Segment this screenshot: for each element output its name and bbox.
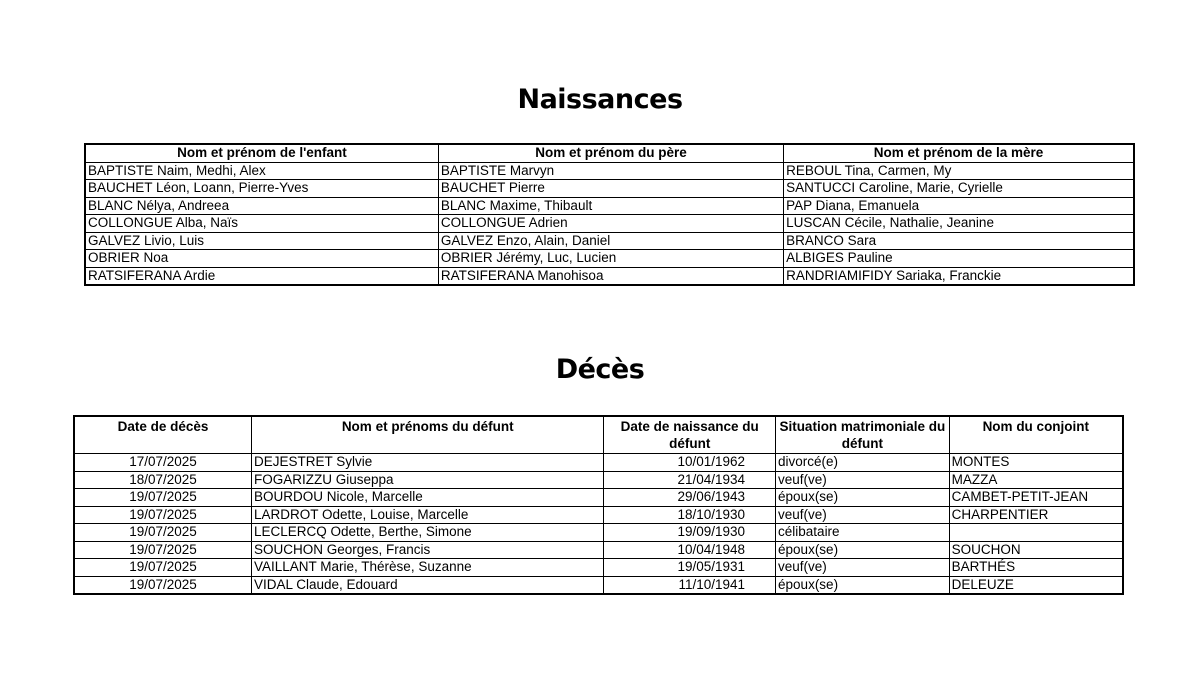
mere-cell: SANTUCCI Caroline, Marie, Cyrielle bbox=[784, 180, 1134, 198]
table-row bbox=[74, 576, 1123, 594]
pere-cell: GALVEZ Enzo, Alain, Daniel bbox=[438, 232, 783, 250]
table-row bbox=[74, 489, 1123, 507]
conjoint-cell: CAMBET-PETIT-JEAN bbox=[949, 489, 1123, 507]
situation-cell: veuf(ve) bbox=[776, 506, 950, 524]
header-mere: Nom et prénom de la mère bbox=[784, 144, 1134, 162]
table-row bbox=[85, 215, 1134, 233]
table-row bbox=[74, 454, 1123, 472]
header-enfant: Nom et prénom de l'enfant bbox=[85, 144, 438, 162]
enfant-cell: COLLONGUE Alba, Naïs bbox=[85, 215, 438, 233]
date-naissance-cell: 21/04/1934 bbox=[604, 471, 776, 489]
date-deces-cell: 19/07/2025 bbox=[74, 559, 252, 577]
enfant-cell: RATSIFERANA Ardie bbox=[85, 267, 438, 285]
defunt-cell: SOUCHON Georges, Francis bbox=[252, 541, 604, 559]
table-row bbox=[74, 506, 1123, 524]
pere-cell: BAPTISTE Marvyn bbox=[438, 162, 783, 180]
pere-cell: OBRIER Jérémy, Luc, Lucien bbox=[438, 250, 783, 268]
pere-cell: BLANC Maxime, Thibault bbox=[438, 197, 783, 215]
header-date-naissance: Date de naissance du défunt bbox=[604, 416, 776, 454]
defunt-cell: BOURDOU Nicole, Marcelle bbox=[252, 489, 604, 507]
header-date-deces: Date de décès bbox=[74, 416, 252, 454]
header-pere: Nom et prénom du père bbox=[438, 144, 783, 162]
defunt-cell: FOGARIZZU Giuseppa bbox=[252, 471, 604, 489]
naissances-title: Naissances bbox=[517, 84, 683, 115]
date-deces-cell: 18/07/2025 bbox=[74, 471, 252, 489]
conjoint-cell bbox=[949, 524, 1123, 542]
date-deces-cell: 19/07/2025 bbox=[74, 506, 252, 524]
situation-cell: époux(se) bbox=[776, 541, 950, 559]
situation-cell: veuf(ve) bbox=[776, 471, 950, 489]
table-row bbox=[85, 250, 1134, 268]
date-naissance-cell: 19/09/1930 bbox=[604, 524, 776, 542]
enfant-cell: BLANC Nélya, Andreea bbox=[85, 197, 438, 215]
date-naissance-cell: 10/04/1948 bbox=[604, 541, 776, 559]
date-naissance-cell: 10/01/1962 bbox=[604, 454, 776, 472]
deces-title: Décès bbox=[555, 354, 645, 385]
deces-table bbox=[73, 415, 1124, 595]
mere-cell: LUSCAN Cécile, Nathalie, Jeanine bbox=[784, 215, 1134, 233]
defunt-cell: VIDAL Claude, Edouard bbox=[252, 576, 604, 594]
mere-cell: RANDRIAMIFIDY Sariaka, Franckie bbox=[784, 267, 1134, 285]
defunt-cell: DEJESTRET Sylvie bbox=[252, 454, 604, 472]
naissances-header-row bbox=[85, 144, 1134, 162]
date-naissance-cell: 19/05/1931 bbox=[604, 559, 776, 577]
table-row bbox=[85, 267, 1134, 285]
mere-cell: ALBIGES Pauline bbox=[784, 250, 1134, 268]
date-deces-cell: 19/07/2025 bbox=[74, 541, 252, 559]
date-deces-cell: 19/07/2025 bbox=[74, 576, 252, 594]
header-nom-defunt: Nom et prénoms du défunt bbox=[252, 416, 604, 454]
enfant-cell: BAUCHET Léon, Loann, Pierre-Yves bbox=[85, 180, 438, 198]
date-deces-cell: 17/07/2025 bbox=[74, 454, 252, 472]
situation-cell: veuf(ve) bbox=[776, 559, 950, 577]
table-row bbox=[85, 197, 1134, 215]
mere-cell: BRANCO Sara bbox=[784, 232, 1134, 250]
conjoint-cell: BARTHÉS bbox=[949, 559, 1123, 577]
table-row bbox=[85, 180, 1134, 198]
date-deces-cell: 19/07/2025 bbox=[74, 524, 252, 542]
table-row bbox=[85, 232, 1134, 250]
table-row bbox=[74, 541, 1123, 559]
header-conjoint: Nom du conjoint bbox=[949, 416, 1123, 454]
enfant-cell: GALVEZ Livio, Luis bbox=[85, 232, 438, 250]
conjoint-cell: MAZZA bbox=[949, 471, 1123, 489]
situation-cell: époux(se) bbox=[776, 489, 950, 507]
defunt-cell: LARDROT Odette, Louise, Marcelle bbox=[252, 506, 604, 524]
enfant-cell: OBRIER Noa bbox=[85, 250, 438, 268]
mere-cell: REBOUL Tina, Carmen, My bbox=[784, 162, 1134, 180]
pere-cell: BAUCHET Pierre bbox=[438, 180, 783, 198]
mere-cell: PAP Diana, Emanuela bbox=[784, 197, 1134, 215]
defunt-cell: LECLERCQ Odette, Berthe, Simone bbox=[252, 524, 604, 542]
deces-header-row bbox=[74, 416, 1123, 454]
table-row bbox=[74, 524, 1123, 542]
conjoint-cell: DELEUZE bbox=[949, 576, 1123, 594]
date-deces-cell: 19/07/2025 bbox=[74, 489, 252, 507]
conjoint-cell: CHARPENTIER bbox=[949, 506, 1123, 524]
date-naissance-cell: 11/10/1941 bbox=[604, 576, 776, 594]
date-naissance-cell: 29/06/1943 bbox=[604, 489, 776, 507]
table-row bbox=[74, 559, 1123, 577]
date-naissance-cell: 18/10/1930 bbox=[604, 506, 776, 524]
situation-cell: époux(se) bbox=[776, 576, 950, 594]
situation-cell: divorcé(e) bbox=[776, 454, 950, 472]
pere-cell: RATSIFERANA Manohisoa bbox=[438, 267, 783, 285]
situation-cell: célibataire bbox=[776, 524, 950, 542]
conjoint-cell: SOUCHON bbox=[949, 541, 1123, 559]
table-row bbox=[74, 471, 1123, 489]
conjoint-cell: MONTES bbox=[949, 454, 1123, 472]
pere-cell: COLLONGUE Adrien bbox=[438, 215, 783, 233]
table-row bbox=[85, 162, 1134, 180]
defunt-cell: VAILLANT Marie, Thérèse, Suzanne bbox=[252, 559, 604, 577]
header-situation: Situation matrimoniale du défunt bbox=[776, 416, 950, 454]
naissances-table bbox=[84, 143, 1135, 286]
enfant-cell: BAPTISTE Naim, Medhi, Alex bbox=[85, 162, 438, 180]
